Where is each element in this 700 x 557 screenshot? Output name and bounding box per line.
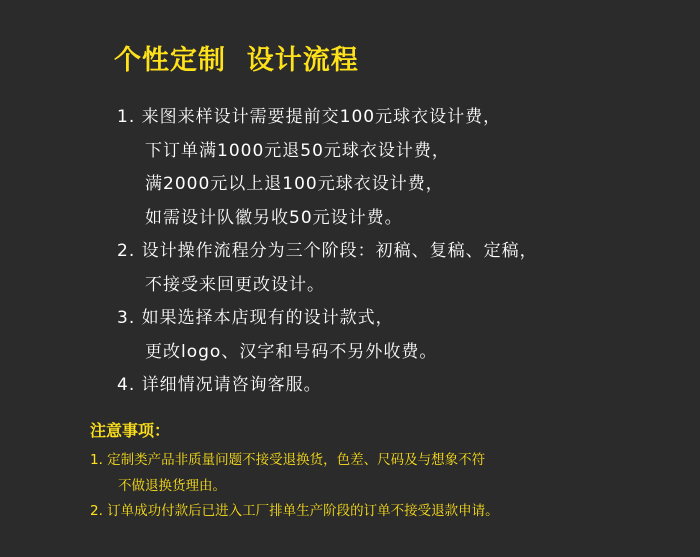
- note-2-line-1: 2. 订单成功付款后已进入工厂排单生产阶段的订单不接受退款申请。: [90, 503, 499, 519]
- step-1-line-2: 下订单满1000元退50元球衣设计费，: [145, 140, 450, 161]
- step-1-line-1: 1. 来图来样设计需要提前交100元球衣设计费，: [117, 107, 502, 127]
- step-1-line-4: 如需设计队徽另收50元设计费。: [145, 207, 403, 228]
- note-1-line-1: 1. 定制类产品非质量问题不接受退换货，色差、尺码及与想象不符: [90, 452, 486, 468]
- step-2-line-1: 2. 设计操作流程分为三个阶段：初稿、复稿、定稿，: [117, 241, 538, 261]
- notes-title: 注意事项：: [90, 421, 171, 440]
- step-3-line-2: 更改logo、汉字和号码不另外收费。: [145, 341, 438, 362]
- step-3-line-1: 3. 如果选择本店现有的设计款式，: [117, 308, 394, 328]
- note-1-line-2: 不做退换货理由。: [118, 477, 226, 494]
- step-1-line-3: 满2000元以上退100元球衣设计费，: [145, 174, 444, 194]
- page-title: 个性定制 设计流程: [114, 45, 359, 76]
- step-4-line-1: 4. 详细情况请咨询客服。: [117, 375, 322, 395]
- notes-list: [90, 448, 499, 525]
- process-steps: [117, 101, 538, 403]
- step-2-line-2: 不接受来回更改设计。: [145, 274, 325, 295]
